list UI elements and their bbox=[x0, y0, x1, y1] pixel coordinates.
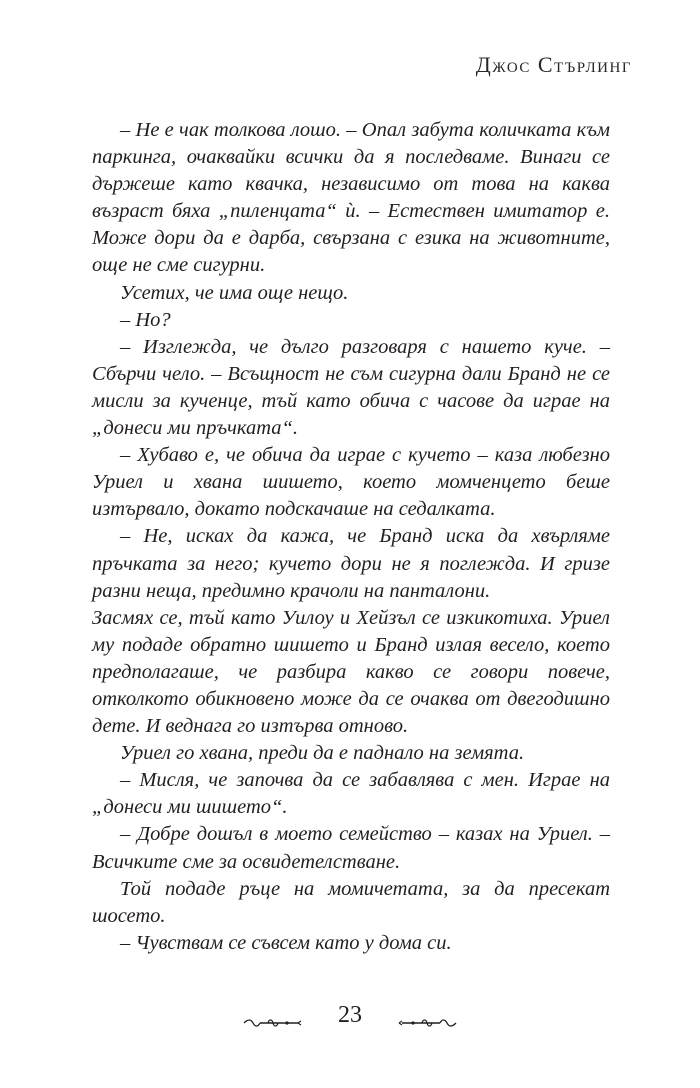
paragraph: – Добре дошъл в моето семейство – казах на Уриел. – Всичките сме за освидетелстване. bbox=[92, 823, 610, 873]
paragraph: Усетих, че има още нещо. bbox=[120, 281, 349, 304]
paragraph: Той подаде ръце на момичетата, за да пресекат шосето. bbox=[92, 877, 610, 927]
paragraph: Засмях се, тъй като Уилоу и Хейзъл се изкикотиха. Уриел му подаде обратно шишето и Бранд излая весело, което предполагаше, че разбира какво се говори повече, отколкото обикновено може да се очаква от двегодишно дете. И веднага го изтърва отново. bbox=[92, 606, 610, 738]
paragraph: – Не, исках да кажа, че Бранд иска да хвърляме пръчката за него; кучето дори не я поглежда. И гризе разни неща, предимно крачоли на панталони. bbox=[92, 525, 610, 602]
running-header: Джос Стърлинг bbox=[475, 52, 632, 77]
paragraph: – Но? bbox=[120, 308, 171, 331]
paragraph: Уриел го хвана, преди да е паднало на земята. bbox=[120, 742, 525, 765]
paragraph: – Не е чак толкова лошо. – Опал забута количката към паркинга, очаквайки всички да я последваме. Винаги се държеше като квачка, независимо от това на каква възраст бяха „пиленцата“ ѝ. – Естествен имитатор е. Може дори да е дарба, свързана с езика на животните, още не сме сигурни. bbox=[92, 119, 610, 277]
paragraph: – Мисля, че започва да се забавлява с мен. Играе на „донеси ми шишето“. bbox=[92, 769, 610, 819]
page-number: 23 bbox=[338, 1002, 362, 1028]
page-footer bbox=[0, 1002, 700, 1042]
body-text bbox=[92, 117, 610, 957]
paragraph: – Чувствам се съвсем като у дома си. bbox=[120, 931, 452, 954]
paragraph: – Хубаво е, че обича да играе с кучето – каза любезно Уриел и хвана шишето, което момченцето беше изтървало, докато подскачаше на седалката. bbox=[92, 444, 610, 521]
paragraph: – Изглежда, че дълго разговаря с нашето куче. – Сбърчи чело. – Всъщност не съм сигурна дали Бранд не се мисли за кученце, тъй като обича с часове да играе на „донеси ми пръчката“. bbox=[92, 335, 610, 440]
flourish-ornament-icon bbox=[398, 1016, 458, 1030]
